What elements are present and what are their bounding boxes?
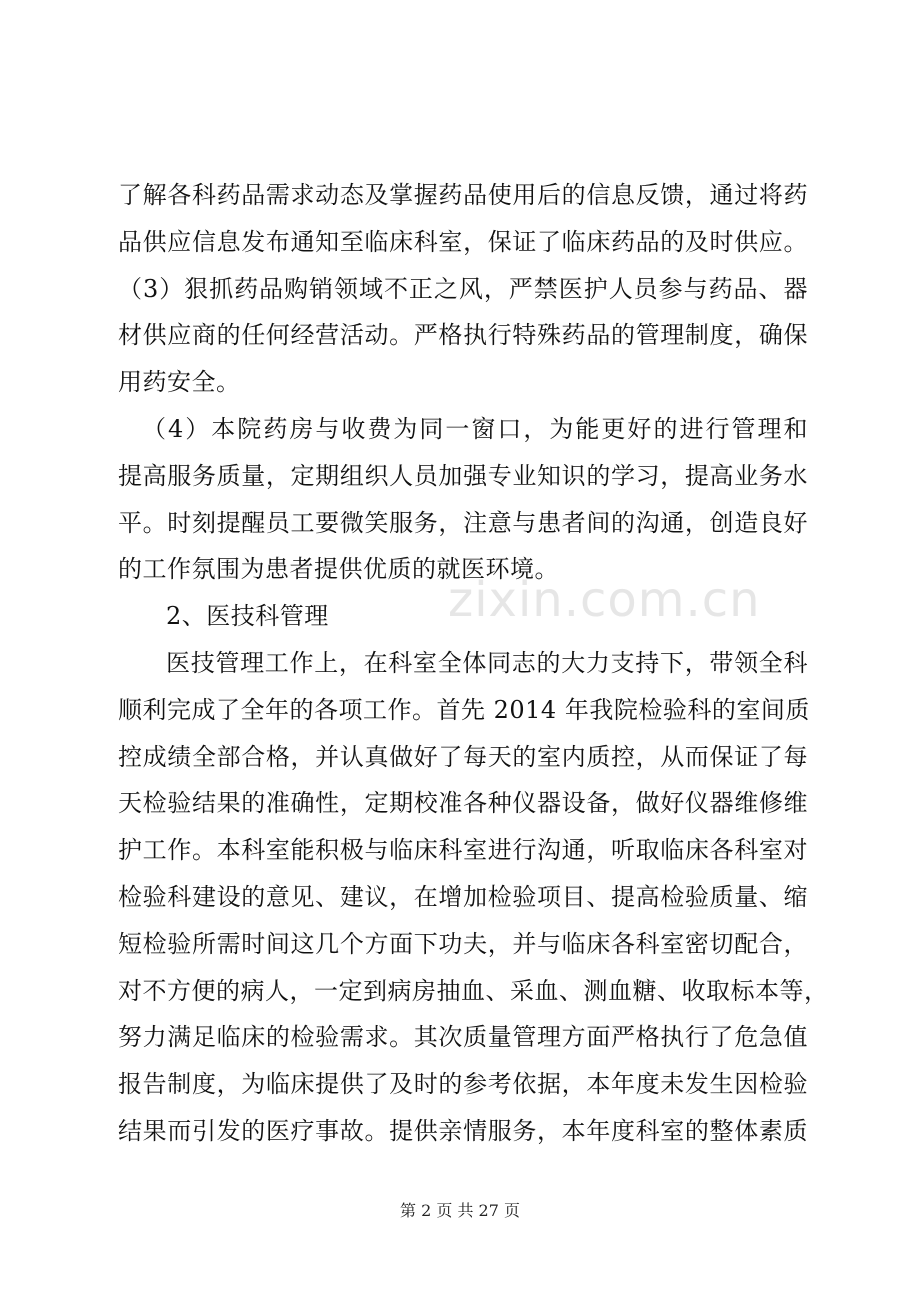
text-line: 报告制度，为临床提供了及时的参考依据，本年度未发生因检验 [118,1070,808,1099]
text-line: 了解各科药品需求动态及掌握药品使用后的信息反馈，通过将药 [118,181,808,209]
page-footer: 第 2 页 共 27 页 [400,1201,520,1220]
watermark: zixin.com.cn [448,572,761,628]
text-line: 天检验结果的准确性，定期校准各种仪器设备，做好仪器维修维 [118,789,808,818]
text-line: 努力满足临床的检验需求。其次质量管理方面严格执行了危急值 [118,1023,808,1052]
paragraph-start-line: （4）本院药房与收费为同一窗口，为能更好的进行管理和 [142,414,808,443]
text-line: 顺利完成了全年的各项工作。首先 2014 年我院检验科的室间质 [118,695,810,724]
text-line: （3）狠抓药品购销领域不正之风，严禁医护人员参与药品、器 [118,274,808,303]
text-line: 材供应商的任何经营活动。严格执行特殊药品的管理制度，确保 [118,321,808,350]
text-line: 的工作氛围为患者提供优质的就医环境。 [118,555,559,584]
text-line: 检验科建设的意见、建议，在增加检验项目、提高检验质量、缩 [118,882,808,911]
paragraph-start-line: 医技管理工作上，在科室全体同志的大力支持下，带领全科 [166,648,808,677]
text-line: 品供应信息发布通知至临床科室，保证了临床药品的及时供应。 [118,227,808,256]
text-line: 结果而引发的医疗事故。提供亲情服务，本年度科室的整体素质 [118,1116,808,1145]
text-line: 用药安全。 [118,368,241,397]
text-line: 护工作。本科室能积极与临床科室进行沟通，听取临床各科室对 [118,836,808,865]
text-line: 平。时刻提醒员工要微笑服务，注意与患者间的沟通，创造良好 [118,508,808,537]
text-line: 短检验所需时间这几个方面下功夫，并与临床各科室密切配合， [118,929,808,958]
text-line: 提高服务质量，定期组织人员加强专业知识的学习，提高业务水 [118,461,808,490]
text-line: 控成绩全部合格，并认真做好了每天的室内质控，从而保证了每 [118,742,808,771]
document-body [118,172,829,1155]
text-line: 对不方便的病人，一定到病房抽血、采血、测血糖、收取标本等， [118,976,829,1005]
section-heading: 2、医技科管理 [166,602,329,631]
